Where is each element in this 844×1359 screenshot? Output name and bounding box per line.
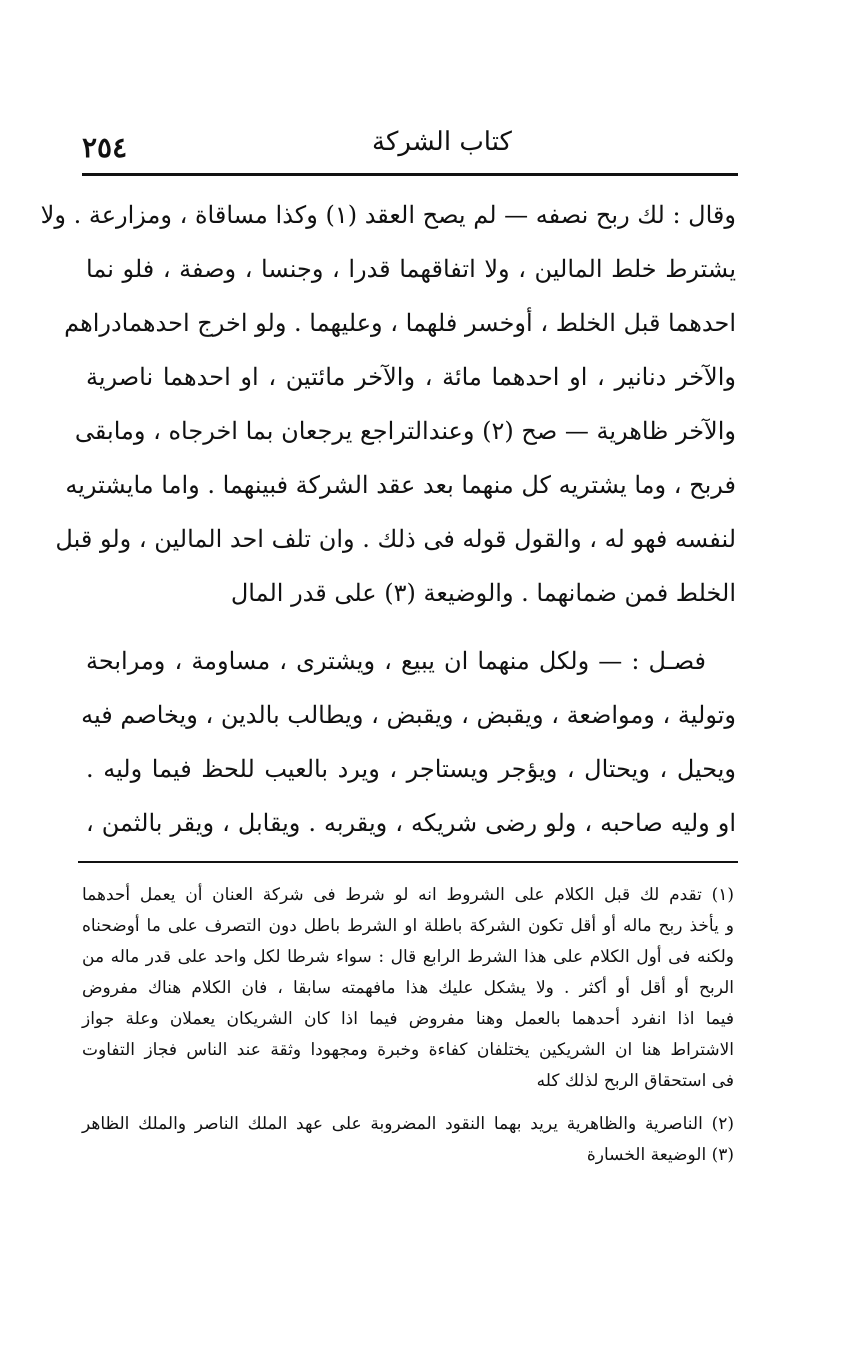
- text-line: وتولية ، ومواضعة ، ويقبض ، ويقبض ، ويطالب بالدين ، ويخاصم فيه: [81, 701, 736, 729]
- text-line: والآخر دنانير ، او احدهما مائة ، والآخر مائتين ، او احدهما ناصرية: [86, 363, 736, 391]
- footnote-line: (١) تقدم لك قبل الكلام على الشروط انه لو شرط فى شركة العنان أن يعمل أحدهما: [82, 885, 734, 905]
- text-line: لنفسه فهو له ، والقول قوله فى ذلك . وان تلف احد المالين ، ولو قبل: [55, 525, 736, 553]
- footnotes: [82, 880, 734, 1171]
- section-heading-line: فصـل : — ولكل منهما ان يبيع ، ويشترى ، مساومة ، ومرابحة: [86, 647, 706, 675]
- text-line: وقال : لك ربح نصفه — لم يصح العقد (١) وكذا مساقاة ، ومزارعة . ولا: [40, 201, 736, 229]
- footnote-line: (٣) الوضيعة الخسارة: [586, 1145, 734, 1165]
- text-line: او وليه صاحبه ، ولو رضى شريكه ، ويقربه . ويقابل ، ويقر بالثمن ،: [86, 809, 736, 837]
- footnote-line: الاشتراط هنا ان الشريكين يختلفان كفاءة وخبرة ومجهودا وثقة عند الناس فجاز التفاوت: [82, 1040, 734, 1060]
- text-line: ويحيل ، ويحتال ، ويؤجر ويستاجر ، ويرد بالعيب للحظ فيما وليه .: [86, 755, 736, 783]
- footnote-line: فيما اذا انفرد أحدهما بالعمل وهنا مفروض فيما اذا كان الشريكان يعملان وعلة جواز: [82, 1009, 734, 1029]
- text-line: احدهما قبل الخلط ، أوخسر فلهما ، وعليهما . ولو اخرج احدهمادراهم: [64, 309, 736, 337]
- main-text: [40, 188, 736, 850]
- footnote-line: (٢) الناصرية والظاهرية يريد بهما النقود المضروبة على عهد الملك الناصر والملك الظاهر: [82, 1114, 734, 1134]
- footnote-line: و يأخذ ربح ماله أو أقل تكون الشركة باطلة او الشرط باطل دون التصرف على ما أوضحناه: [82, 916, 734, 936]
- book-title: كتاب الشركة: [372, 127, 512, 157]
- text-line: فربح ، وما يشتريه كل منهما بعد عقد الشركة فبينهما . واما مايشتريه: [65, 471, 736, 499]
- text-line: والآخر ظاهرية — صح (٢) وعندالتراجع يرجعان بما اخرجاه ، ومابقى: [74, 417, 736, 445]
- text-line: الخلط فمن ضمانهما . والوضيعة (٣) على قدر المال: [230, 579, 736, 607]
- text-line: يشترط خلط المالين ، ولا اتفاقهما قدرا ، وجنسا ، وصفة ، فلو نما: [86, 255, 736, 283]
- footnote-rule: [78, 861, 738, 863]
- footnote-line: فى استحقاق الربح لذلك كله: [536, 1071, 734, 1091]
- running-head: [82, 125, 738, 173]
- footnote-line: الربح أو أقل أو أكثر . ولا يشكل عليك هذا مافهمته سابقا ، فان الكلام هناك مفروض: [82, 978, 734, 998]
- header-rule: [82, 173, 738, 176]
- footnote-line: ولكنه فى أول الكلام على هذا الشرط الرابع قال : سواء شرطا لكل واحد على قدر ماله من: [82, 947, 734, 967]
- page-number: ٢٥٤: [82, 131, 128, 164]
